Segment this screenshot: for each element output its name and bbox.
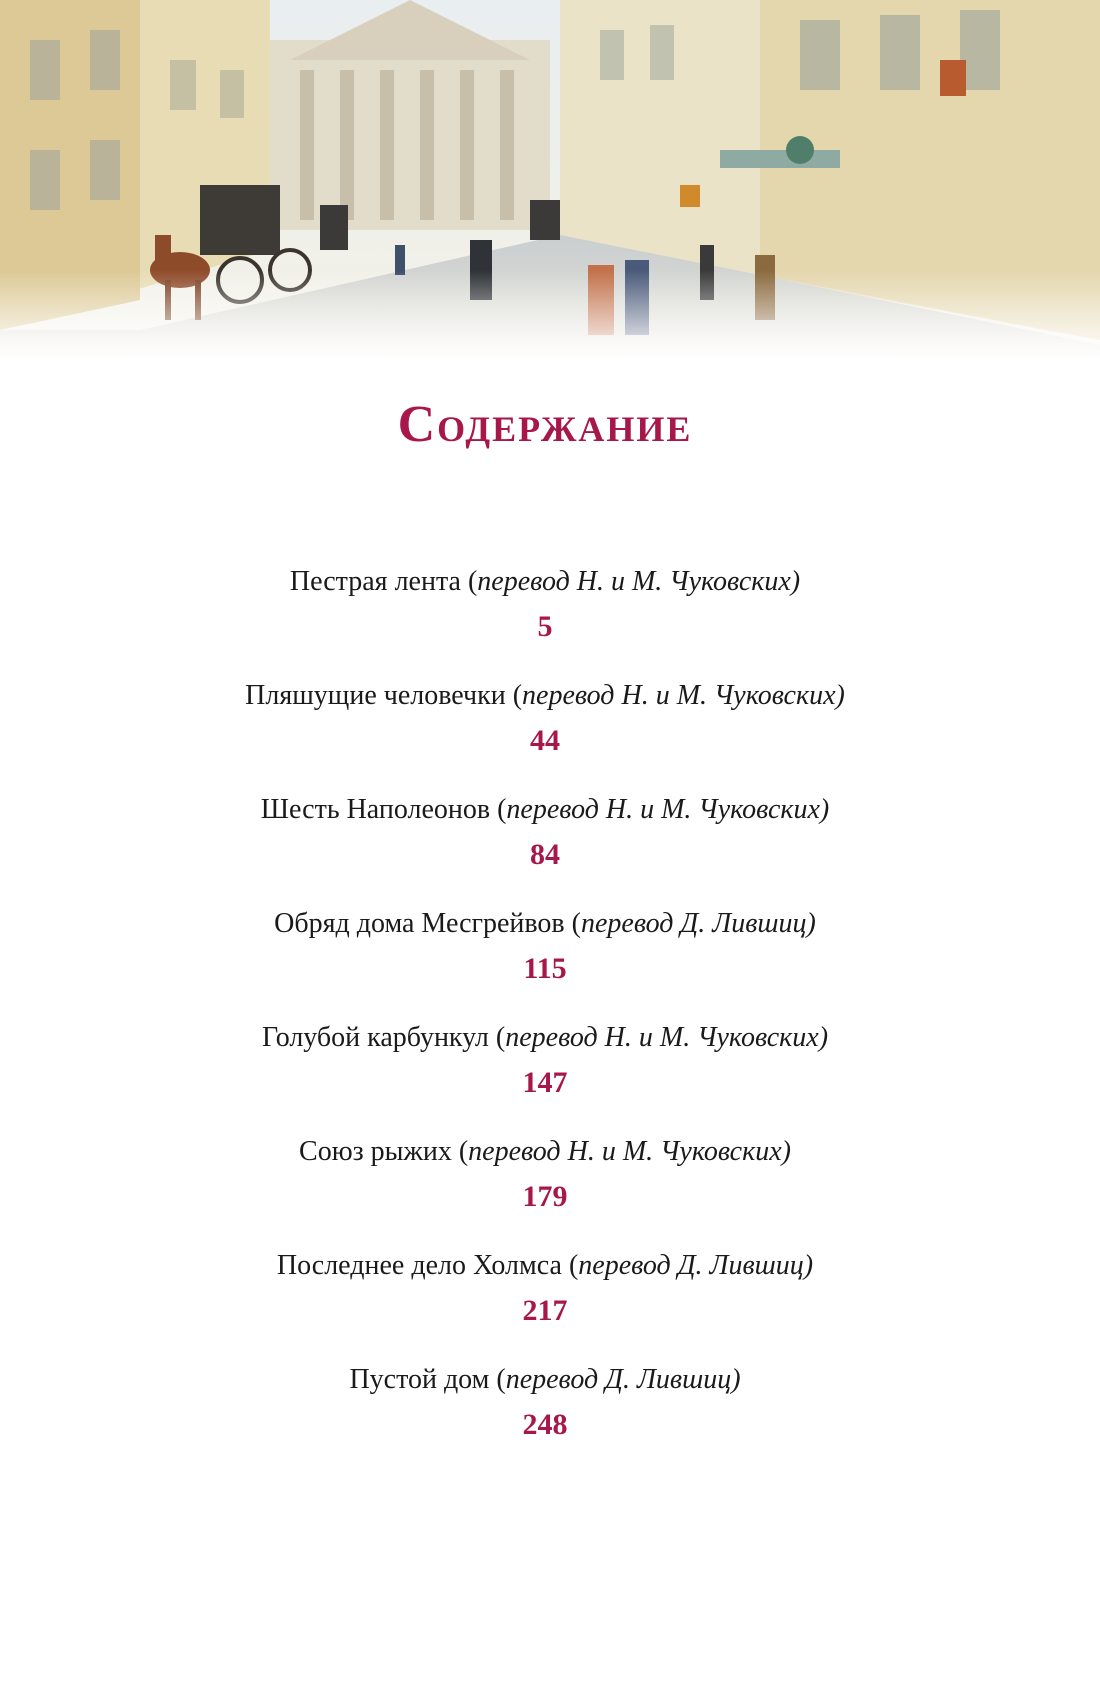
page-number: 217 [522,1294,568,1327]
page-number: 44 [530,724,560,757]
translator-note: перевод Н. и М. Чуковских [468,1136,782,1167]
story-title: Союз рыжих [299,1136,452,1167]
story-title: Шесть Наполеонов [260,794,491,825]
page-number: 179 [522,1180,568,1213]
story-title: Обряд дома Месгрейвов [274,908,565,939]
translator-note: перевод Н. и М. Чуковских [477,566,791,597]
street-scene-illustration [0,0,1100,360]
toc-entry-line: Пестрая лента (перевод Н. и М. Чуковских) [289,566,801,597]
toc-entry-line: Последнее дело Холмса (перевод Д. Лившиц) [276,1250,814,1281]
translator-note: перевод Д. Лившиц [578,1250,804,1281]
translator-note: перевод Н. и М. Чуковских [506,794,820,825]
story-title: Последнее дело Холмса [276,1250,562,1281]
story-title: Пляшущие человечки [245,680,506,711]
toc-entry[interactable] [0,793,1090,907]
page-number: 248 [522,1408,568,1441]
toc-entry-line: Обряд дома Месгрейвов (перевод Д. Лившиц) [274,908,816,939]
page-number: 147 [522,1066,568,1099]
page-number: 115 [523,952,567,985]
story-title: Пестрая лента [289,566,461,597]
toc-entry[interactable] [0,565,1090,679]
toc-entry-line: Голубой карбункул (перевод Н. и М. Чуковских) [261,1022,829,1053]
toc-entry[interactable] [0,1363,1090,1477]
toc-entry[interactable] [0,907,1090,1021]
toc-entry-line: Шесть Наполеонов (перевод Н. и М. Чуковских) [260,794,830,825]
page-number: 84 [530,838,560,871]
translator-note: перевод Д. Лившиц [580,908,807,939]
toc-entry[interactable] [0,1021,1090,1135]
translator-note: перевод Н. и М. Чуковских [522,680,836,711]
translator-note: перевод Н. и М. Чуковских [505,1022,819,1053]
story-title: Пустой дом [349,1364,490,1395]
table-of-contents [0,565,1100,1477]
page-number: 5 [537,610,553,643]
toc-entry[interactable] [0,1135,1090,1249]
translator-note: перевод Д. Лившиц [505,1364,732,1395]
toc-entry-line: Пляшущие человечки (перевод Н. и М. Чуковских) [245,680,845,711]
story-title: Голубой карбункул [261,1022,489,1053]
toc-entry-line: Пустой дом (перевод Д. Лившиц) [349,1364,741,1395]
toc-entry[interactable] [0,1249,1090,1363]
toc-entry-line: Союз рыжих (перевод Н. и М. Чуковских) [299,1136,791,1167]
page-title: Содержание [397,396,693,453]
toc-entry[interactable] [0,679,1090,793]
